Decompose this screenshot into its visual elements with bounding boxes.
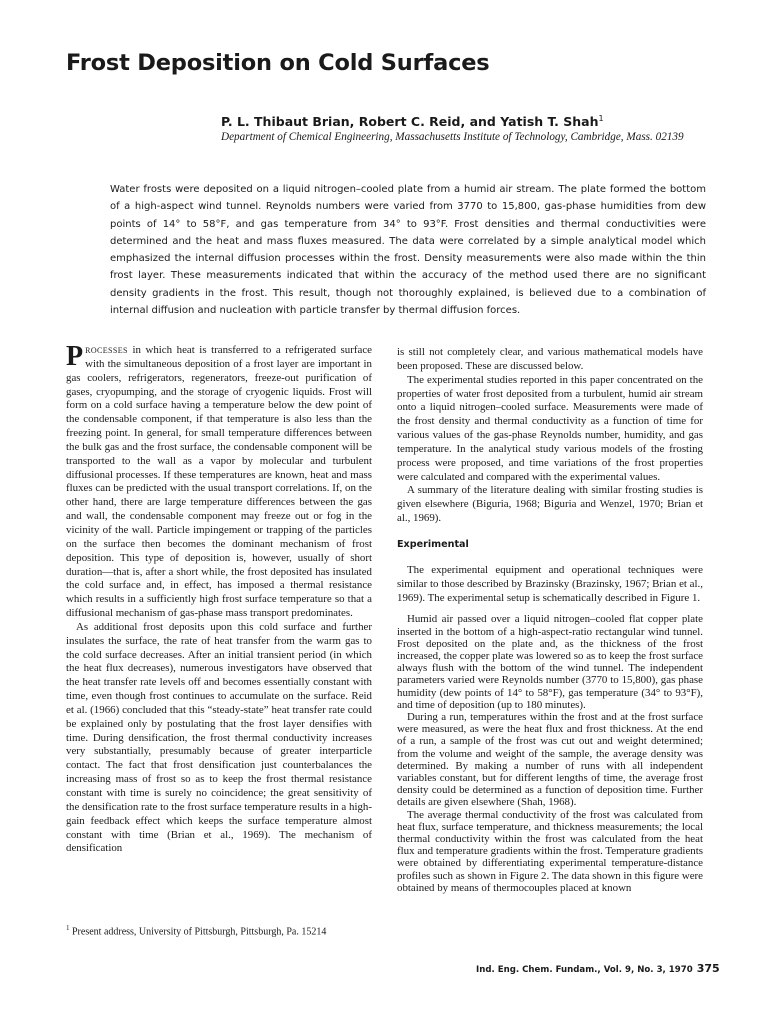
abstract: Water frosts were deposited on a liquid nitrogen–cooled plate from a humid air stream. The plate formed the bottom of a high-aspect wind tunnel. Reynolds numbers were varied from 3770 to 15,800, gas-phase humidities from dew points of 14° to 58°F, and gas temperature from 34° to 93°F. Frost densities and thermal conductivities were determined and the heat and mass fluxes measured. The data were correlated by a simple analytical model which emphasized the internal diffusion processes within the frost. Density measurements were also made within the thin frost layer. These measurements indicated that within the accuracy of the method used there are no significant density gradients in the frost. This result, though not thoroughly explained, is believed due to a combination of internal diffusion and nucleation with particle transfer by thermal diffusion forces. xyxy=(110,184,706,317)
lead-in-smallcaps: rocesses xyxy=(85,344,128,356)
drop-cap: P xyxy=(66,341,84,372)
right-paragraph-1: is still not completely clear, and various mathematical models have been proposed. These are discussed below. xyxy=(397,346,703,372)
journal-footer xyxy=(476,962,720,975)
author-footnote-mark: 1 xyxy=(598,114,604,123)
footnote-mark: 1 xyxy=(66,924,70,932)
right-paragraph-3: A summary of the literature dealing with similar frosting studies is given elsewhere (Biguria, 1968; Biguria and Wenzel, 1970; Brian et al., 1969). xyxy=(397,484,703,525)
right-paragraph-2: The experimental studies reported in this paper concentrated on the properties of water frost deposited from a turbulent, humid air stream onto a liquid nitrogen–cooled surface. Measurements were made of the frost density and thermal conductivity as a function of time for various values of the gas-phase Reynolds number, humidity, and gas temperature. In the analytical study various models of the frosting process were proposed, and time variations of the frost properties were calculated and compared with the experimental values. xyxy=(397,373,703,483)
footnote xyxy=(66,922,372,939)
footnote-text: Present address, University of Pittsburgh, Pittsburgh, Pa. 15214 xyxy=(69,926,327,938)
right-paragraph-4: The experimental equipment and operational techniques were similar to those described by Brazinsky (Brazinsky, 1967; Brian et al., 1969). The experimental setup is schematically described in Figure 1. xyxy=(397,563,703,604)
left-paragraph-1-text: in which heat is transferred to a refrigerated surface with the simultaneous deposition of a frost layer are important in gas coolers, refrigerators, regenerators, freeze-out purification of gases, cryopumping, and the storage of cryogenic liquids. Frost will form on a cold surface having a temperature below the dew point of the condensable component, if that temperature is also less than the freezing point. In general, for small temperature differences between the bulk gas and the frost surface, the condensable component will be transported to the wall as a vapor by molecular and turbulent diffusional processes. If these temperatures are known, heat and mass fluxes can be predicted with the usual transport correlations. If, on the other hand, there are large temperature differences between the gas and wall, the condensable component may freeze out or fog in the vicinity of the wall. Particle impingement or trapping of the particles on the surface then becomes the dominant mechanism of frost deposition. This type of deposition is, however, usually of short duration—that is, after a short while, the frost deposited has insulated the cold surface and, in effect, has imposed a thermal resistance which results in a sufficiently high frost surface temperature so that a diffusional mechanism of gas-phase mass transport predominates. xyxy=(66,344,372,620)
author-line xyxy=(221,114,604,129)
left-paragraph-1 xyxy=(66,341,372,621)
paragraph-gap xyxy=(397,605,703,613)
author-names: P. L. Thibaut Brian, Robert C. Reid, and Yatish T. Shah xyxy=(221,114,599,130)
right-paragraph-5: Humid air passed over a liquid nitrogen–cooled flat copper plate inserted in the bottom of a high-aspect-ratio rectangular wind tunnel. Frost deposited on the plate and, as the thickness of the frost increased, the copper plate was lowered so as to keep the frost surface always flush with the bottom of the wind tunnel. The independent parameters varied were Reynolds number (3770 to 15,800), gas phase humidity (dew points of 14° to 58°F), gas temperature (34° to 93°F), and time of deposition (up to 180 minutes). xyxy=(397,613,703,711)
right-paragraph-7: The average thermal conductivity of the frost was calculated from heat flux, surface temperature, and thickness measurements; the local thermal conductivity within the frost was calculated from the heat flux and temperature gradients within the frost. Temperature gradients were obtained by differentiating experimental temperature-distance profiles such as shown in Figure 2. The data shown in this figure were obtained by means of thermocouples placed at known xyxy=(397,808,703,894)
page-number: 375 xyxy=(696,962,720,975)
right-column xyxy=(397,346,703,894)
article-title: Frost Deposition on Cold Surfaces xyxy=(66,50,490,76)
right-paragraph-6: During a run, temperatures within the frost and at the frost surface were measured, as were the heat flux and frost thickness. At the end of a run, a sample of the frost was cut out and weight determined; from the volume and weight of the sample, the average density was determined. By making a number of runs with all independent variables constant, but for different lengths of time, the average frost density could be determined as a function of deposition time. Further details are given elsewhere (Shah, 1968). xyxy=(397,710,703,809)
left-column xyxy=(66,341,372,856)
section-heading-experimental: Experimental xyxy=(397,538,469,550)
journal-citation: Ind. Eng. Chem. Fundam., Vol. 9, No. 3, 1970 xyxy=(476,965,693,975)
affiliation: Department of Chemical Engineering, Massachusetts Institute of Technology, Cambridge, Mass. 02139 xyxy=(221,131,684,143)
footnote-rule xyxy=(66,918,126,919)
left-paragraph-2: As additional frost deposits upon this cold surface and further insulates the surface, the rate of heat transfer from the warm gas to the cold surface decreases. After an initial transient period (in which the heat flux decreases), numerous investigators have observed that the heat transfer rate levels off and becomes essentially constant with time, even though frost continues to accumulate on the surface. Reid et al. (1966) concluded that this “steady-state” heat transfer rate could be explained only by postulating that the frost layer densifies with time. During densification, the frost thermal conductivity increases very substantially, presumably because of greater interparticle contact. The fact that frost densification just counterbalances the increasing mass of frost so as to keep the frost thermal resistance constant with time is surely no coincidence; the great sensitivity of the densification rate to the frost surface temperature results in a high-gain feedback effect which keeps the surface temperature almost constant with time (Brian et al., 1969). The mechanism of densification xyxy=(66,620,372,855)
